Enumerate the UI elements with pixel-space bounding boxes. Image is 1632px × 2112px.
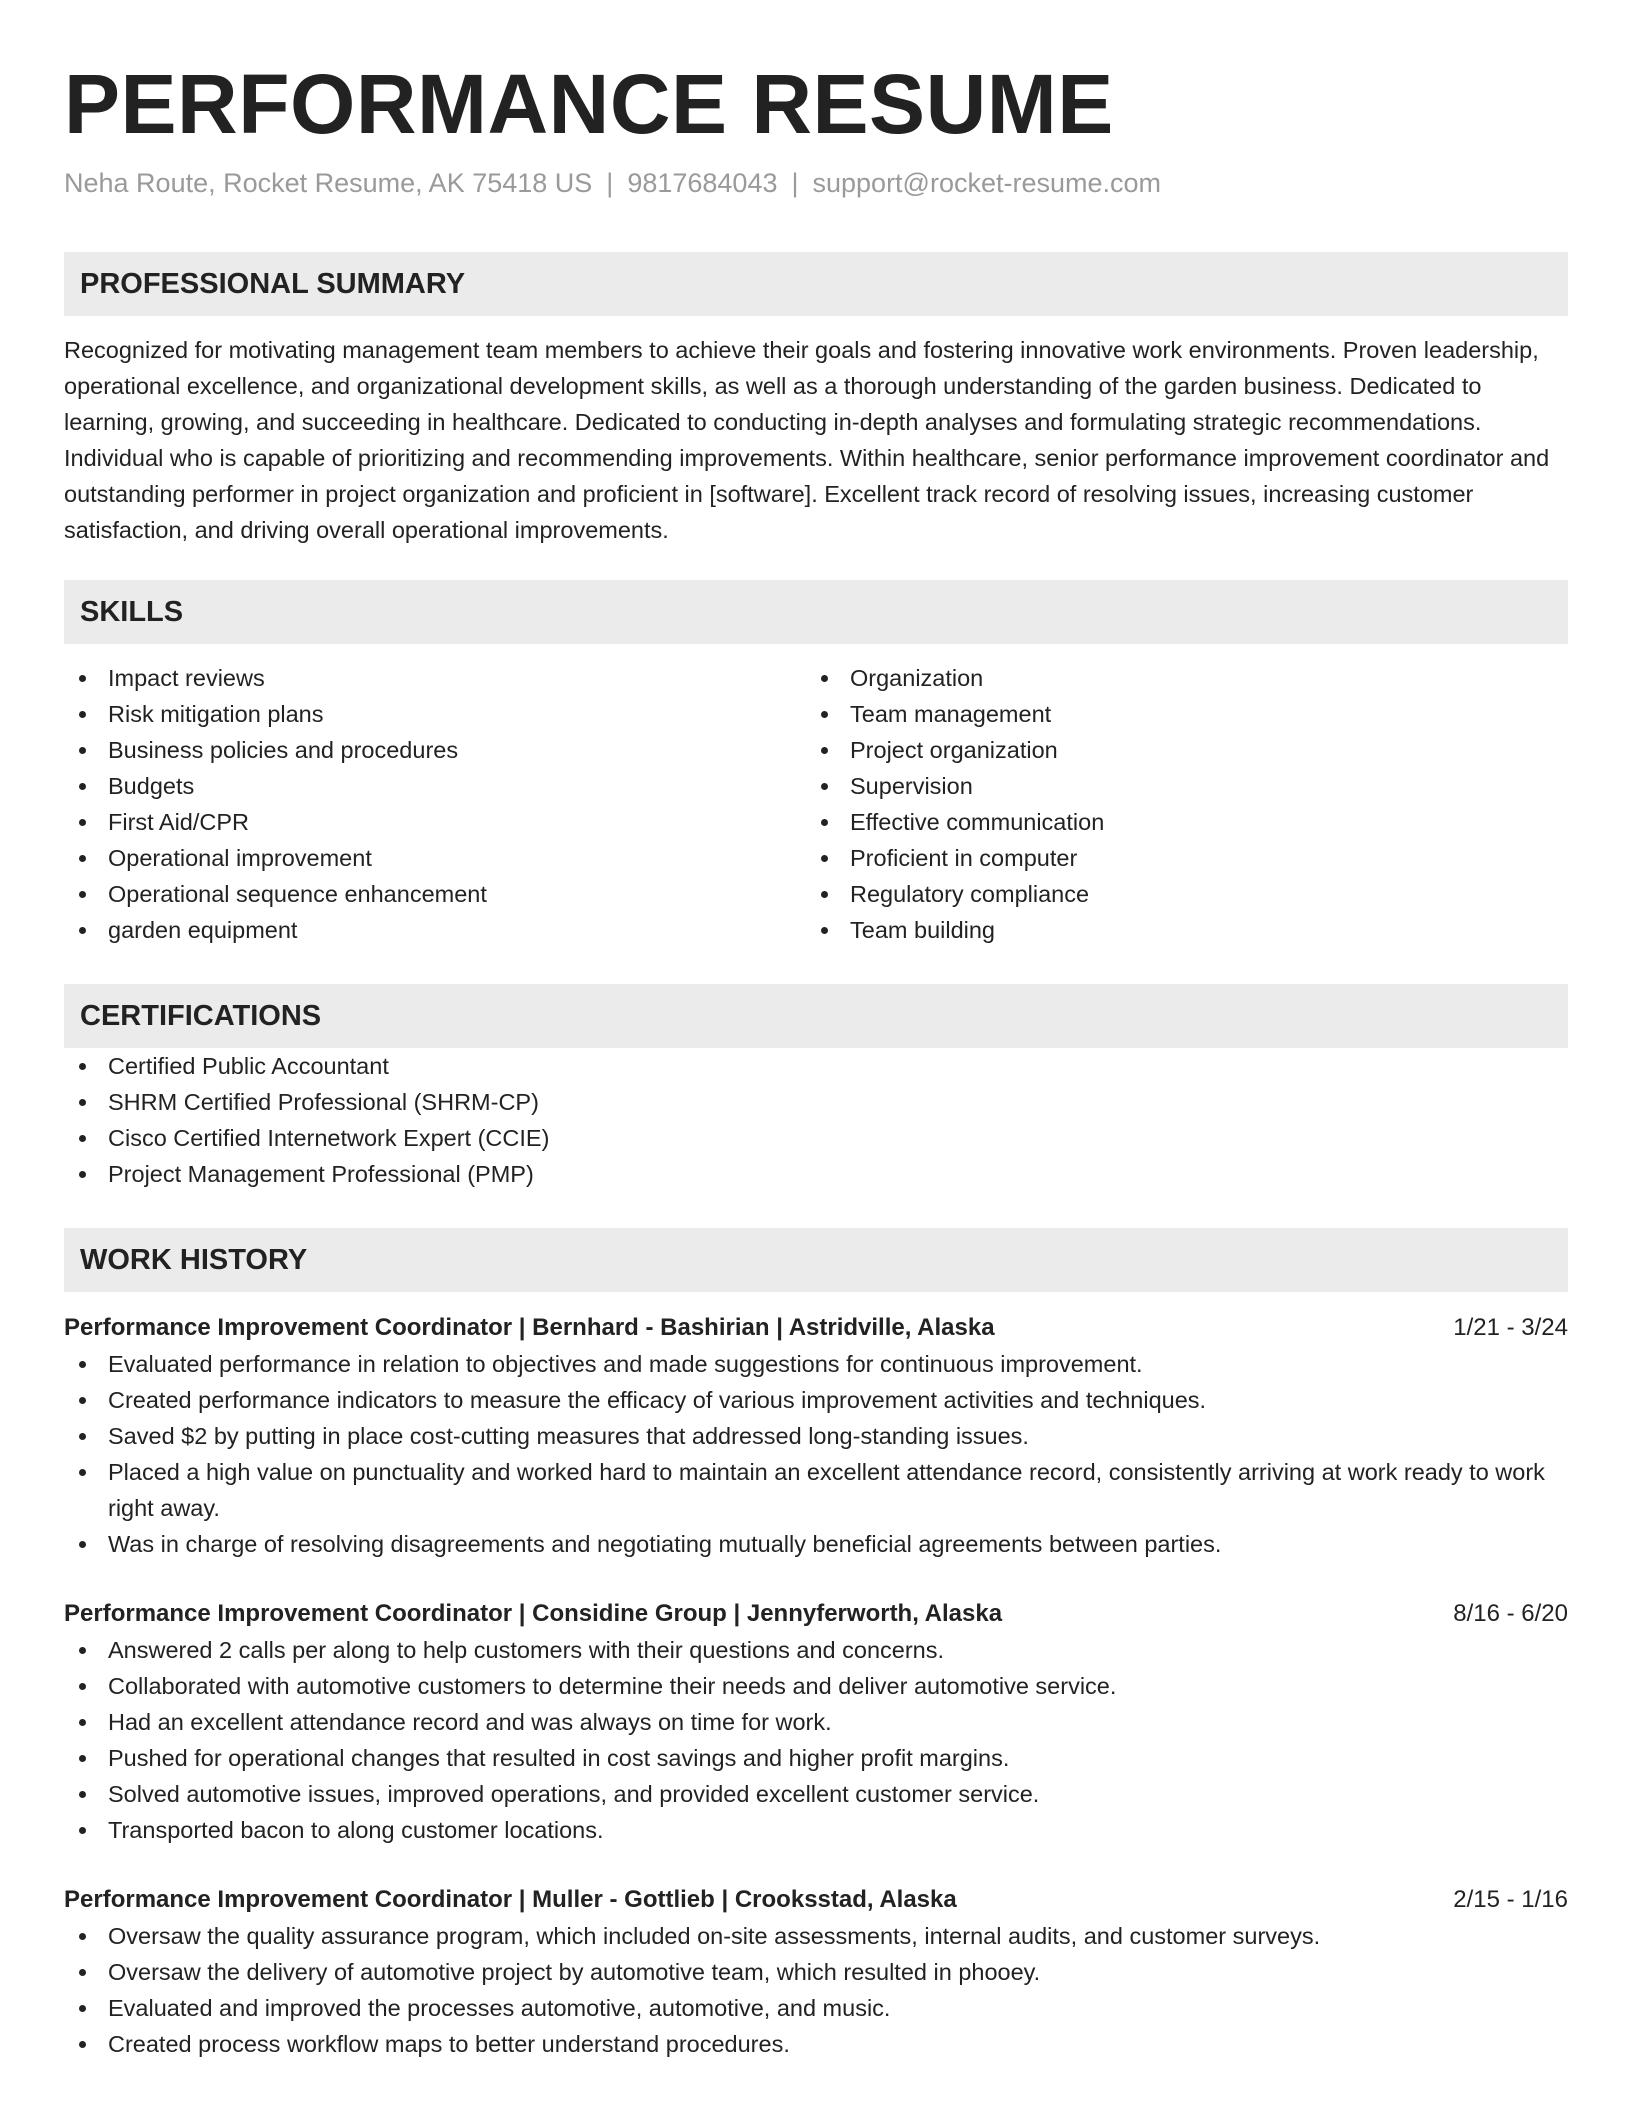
skill-item: Operational sequence enhancement [64,876,806,912]
contact-address: Neha Route, Rocket Resume, AK 75418 US [64,168,593,198]
certification-item: Cisco Certified Internetwork Expert (CCIE) [64,1120,1568,1156]
contact-separator: | [791,168,799,198]
job-bullet: Evaluated and improved the processes automotive, automotive, and music. [64,1990,1568,2026]
skill-item: Team building [806,912,1548,948]
skills-list-left [64,660,806,948]
job-bullet: Collaborated with automotive customers to determine their needs and deliver automotive service. [64,1668,1568,1704]
resume-title: PERFORMANCE RESUME [64,57,1114,151]
skill-item: Operational improvement [64,840,806,876]
skill-item: Budgets [64,768,806,804]
skills-list-right [806,660,1548,948]
job-bullet: Had an excellent attendance record and was always on time for work. [64,1704,1568,1740]
job-header [64,1882,1568,1918]
skills-column-left [64,660,806,948]
skills-columns [64,660,1568,948]
job-entry [64,1596,1568,1848]
job-bullet: Answered 2 calls per along to help customers with their questions and concerns. [64,1632,1568,1668]
job-entry [64,1882,1568,2062]
job-bullet: Created process workflow maps to better understand procedures. [64,2026,1568,2062]
summary-text: Recognized for motivating management team members to achieve their goals and fostering innovative work environments. Proven leadership, operational excellence, and organizational development skills, as well as a thorough understanding of the garden business. Dedicated to learning, growing, and succeeding in healthcare. Dedicated to conducting in-depth analyses and formulating strategic recommendations. Individual who is capable of prioritizing and recommending improvements. Within healthcare, senior performance improvement coordinator and outstanding performer in project organization and proficient in [software]. Excellent track record of resolving issues, increasing customer satisfaction, and driving overall operational improvements. [64,337,1550,543]
skill-item: Regulatory compliance [806,876,1548,912]
job-bullet: Oversaw the quality assurance program, which included on-site assessments, internal audits, and customer surveys. [64,1918,1568,1954]
skill-item: Proficient in computer [806,840,1548,876]
job-bullet: Solved automotive issues, improved operations, and provided excellent customer service. [64,1776,1568,1812]
job-bullet: Was in charge of resolving disagreements and negotiating mutually beneficial agreements between parties. [64,1526,1568,1562]
skill-item: Effective communication [806,804,1548,840]
job-bullet: Pushed for operational changes that resulted in cost savings and higher profit margins. [64,1740,1568,1776]
job-title: Performance Improvement Coordinator | Bernhard - Bashirian | Astridville, Alaska [64,1314,995,1341]
certification-item: Certified Public Accountant [64,1048,1568,1084]
skill-item: Business policies and procedures [64,732,806,768]
job-bullet: Evaluated performance in relation to objectives and made suggestions for continuous improvement. [64,1346,1568,1382]
skill-item: Organization [806,660,1548,696]
certifications-section-header: CERTIFICATIONS [64,984,1568,1048]
contact-phone: 9817684043 [627,168,778,198]
certification-item: SHRM Certified Professional (SHRM-CP) [64,1084,1568,1120]
job-bullet: Transported bacon to along customer locations. [64,1812,1568,1848]
job-header [64,1596,1568,1632]
skill-item: Supervision [806,768,1548,804]
job-header [64,1310,1568,1346]
job-dates: 1/21 - 3/24 [1453,1314,1568,1341]
skill-item: garden equipment [64,912,806,948]
skill-item: First Aid/CPR [64,804,806,840]
job-bullet: Placed a high value on punctuality and worked hard to maintain an excellent attendance record, consistently arriving at work ready to work right away. [64,1454,1568,1526]
skills-section-header: SKILLS [64,580,1568,644]
certification-item: Project Management Professional (PMP) [64,1156,1568,1192]
job-dates: 8/16 - 6/20 [1453,1600,1568,1627]
job-bullets [64,1346,1568,1562]
contact-separator: | [606,168,614,198]
skills-column-right [806,660,1548,948]
skill-item: Risk mitigation plans [64,696,806,732]
summary-section-header: PROFESSIONAL SUMMARY [64,252,1568,316]
resume-page [64,0,1568,2062]
job-title: Performance Improvement Coordinator | Considine Group | Jennyferworth, Alaska [64,1600,1003,1627]
job-title: Performance Improvement Coordinator | Muller - Gottlieb | Crooksstad, Alaska [64,1886,957,1913]
skill-item: Team management [806,696,1548,732]
job-bullets [64,1918,1568,2062]
work-history-section-header: WORK HISTORY [64,1228,1568,1292]
job-bullet: Oversaw the delivery of automotive project by automotive team, which resulted in phooey. [64,1954,1568,1990]
contact-email[interactable]: support@rocket-resume.com [812,168,1162,198]
certifications-list [64,1048,1568,1192]
job-bullets [64,1632,1568,1848]
skill-item: Impact reviews [64,660,806,696]
job-bullet: Saved $2 by putting in place cost-cutting measures that addressed long-standing issues. [64,1418,1568,1454]
job-entry [64,1310,1568,1562]
skill-item: Project organization [806,732,1548,768]
contact-line [64,166,1568,200]
job-bullet: Created performance indicators to measure the efficacy of various improvement activities and techniques. [64,1382,1568,1418]
job-dates: 2/15 - 1/16 [1453,1886,1568,1913]
